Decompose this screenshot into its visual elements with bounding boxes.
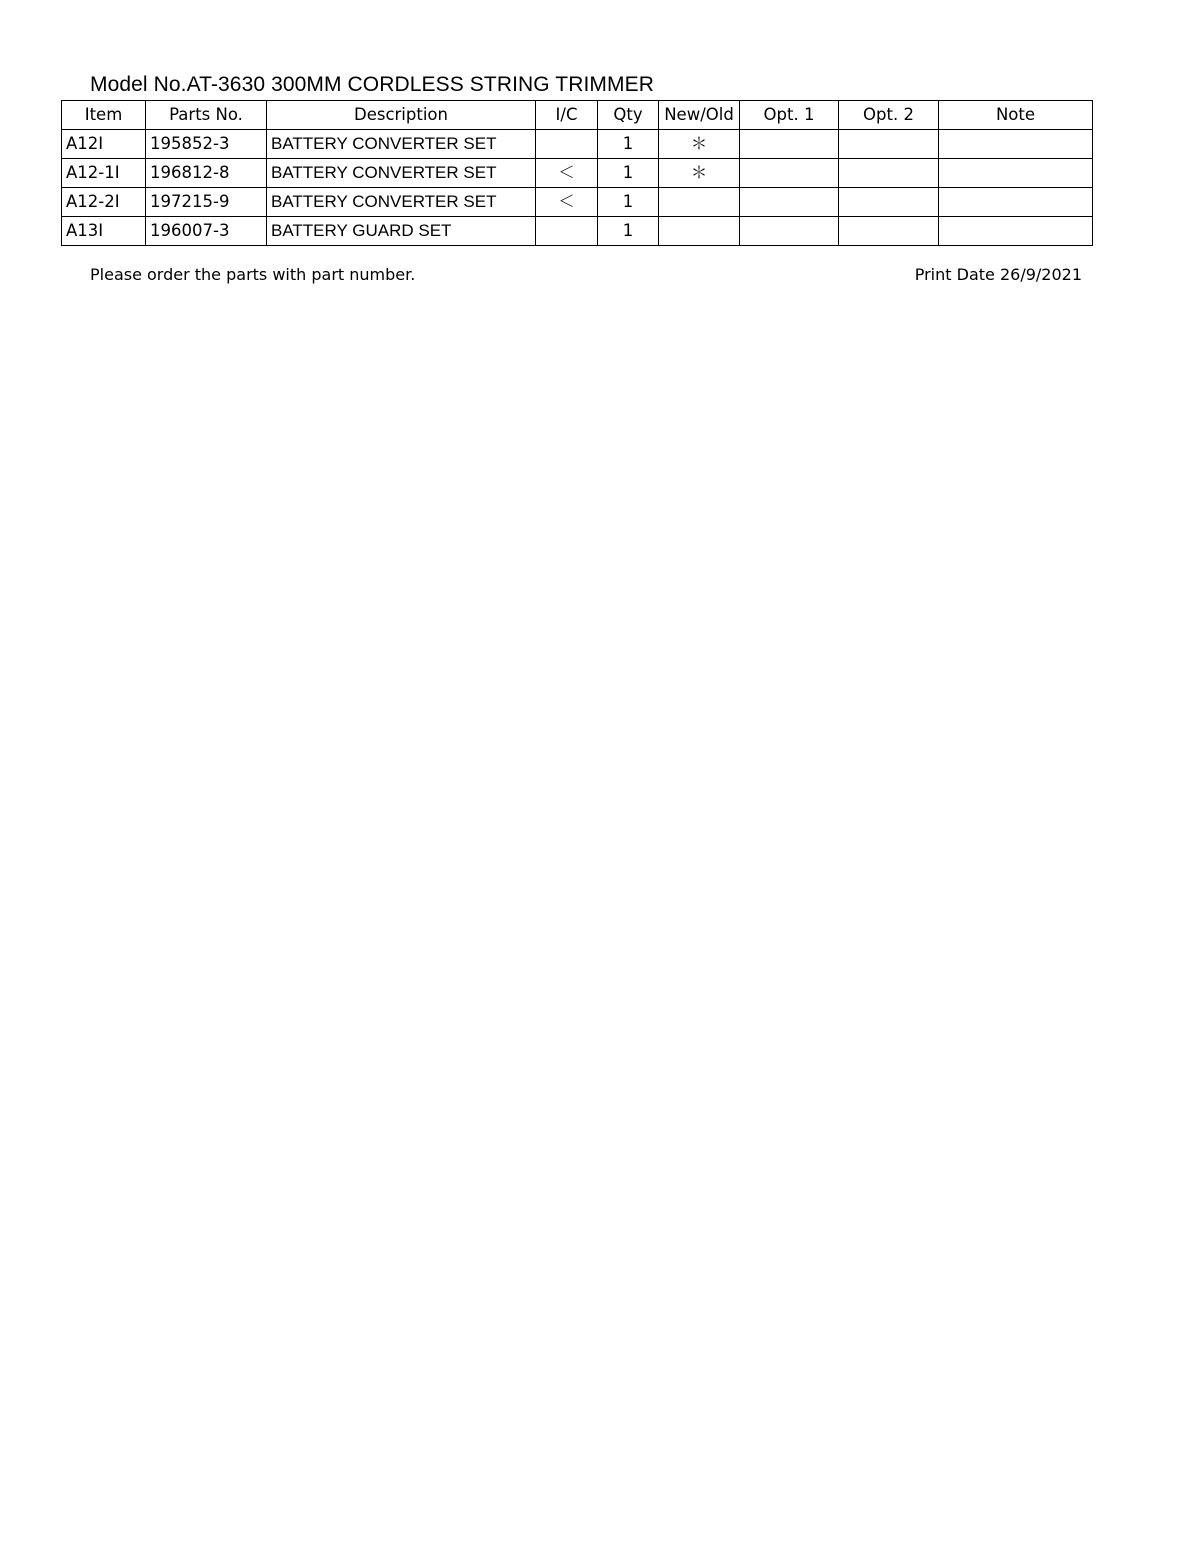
cell-item: A12-1I xyxy=(62,159,146,188)
cell-opt1 xyxy=(740,159,839,188)
cell-new-old: ＊ xyxy=(659,130,740,159)
cell-qty: 1 xyxy=(598,217,659,246)
header-parts-no: Parts No. xyxy=(146,101,267,130)
header-opt2: Opt. 2 xyxy=(839,101,939,130)
cell-qty: 1 xyxy=(598,130,659,159)
cell-description: BATTERY CONVERTER SET xyxy=(267,159,536,188)
print-date: Print Date 26/9/2021 xyxy=(914,265,1082,284)
cell-ic xyxy=(536,130,598,159)
cell-qty: 1 xyxy=(598,159,659,188)
table-row xyxy=(62,159,1093,188)
header-item: Item xyxy=(62,101,146,130)
cell-note xyxy=(939,217,1093,246)
table-row xyxy=(62,130,1093,159)
cell-opt2 xyxy=(839,217,939,246)
cell-item: A12I xyxy=(62,130,146,159)
cell-description: BATTERY GUARD SET xyxy=(267,217,536,246)
cell-parts-no: 196007-3 xyxy=(146,217,267,246)
cell-opt1 xyxy=(740,130,839,159)
cell-note xyxy=(939,188,1093,217)
cell-item: A12-2I xyxy=(62,188,146,217)
parts-table xyxy=(61,100,1093,246)
cell-opt1 xyxy=(740,188,839,217)
cell-ic: ＜ xyxy=(536,188,598,217)
cell-new-old xyxy=(659,188,740,217)
header-ic: I/C xyxy=(536,101,598,130)
cell-opt2 xyxy=(839,159,939,188)
cell-ic: ＜ xyxy=(536,159,598,188)
order-note: Please order the parts with part number. xyxy=(90,265,416,284)
cell-opt2 xyxy=(839,188,939,217)
table-header-row xyxy=(62,101,1093,130)
header-qty: Qty xyxy=(598,101,659,130)
document-title: Model No.AT-3630 300MM CORDLESS STRING TRIMMER xyxy=(90,73,654,96)
table-row xyxy=(62,217,1093,246)
table-row xyxy=(62,188,1093,217)
cell-qty: 1 xyxy=(598,188,659,217)
header-description: Description xyxy=(267,101,536,130)
cell-description: BATTERY CONVERTER SET xyxy=(267,188,536,217)
cell-description: BATTERY CONVERTER SET xyxy=(267,130,536,159)
header-note: Note xyxy=(939,101,1093,130)
cell-note xyxy=(939,130,1093,159)
cell-item: A13I xyxy=(62,217,146,246)
cell-ic xyxy=(536,217,598,246)
cell-parts-no: 196812-8 xyxy=(146,159,267,188)
header-new-old: New/Old xyxy=(659,101,740,130)
cell-new-old: ＊ xyxy=(659,159,740,188)
cell-parts-no: 195852-3 xyxy=(146,130,267,159)
cell-note xyxy=(939,159,1093,188)
cell-new-old xyxy=(659,217,740,246)
header-opt1: Opt. 1 xyxy=(740,101,839,130)
cell-opt1 xyxy=(740,217,839,246)
cell-opt2 xyxy=(839,130,939,159)
cell-parts-no: 197215-9 xyxy=(146,188,267,217)
